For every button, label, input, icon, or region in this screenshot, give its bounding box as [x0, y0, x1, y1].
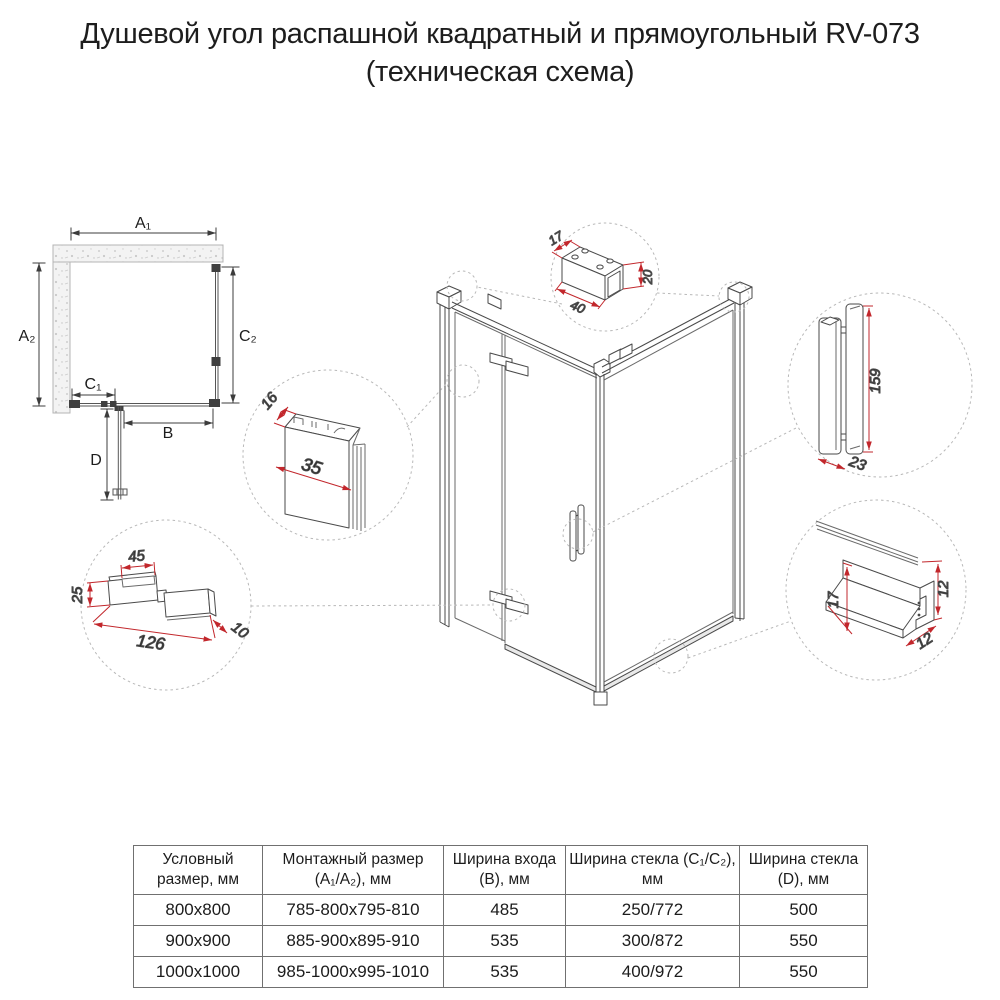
plan-door	[113, 407, 127, 499]
plan-label-a1: A₁	[134, 215, 152, 232]
detail-handle	[818, 304, 884, 475]
bottom-profile-depth-dim: 12	[912, 629, 937, 653]
detail-bottom-profile	[816, 521, 952, 653]
table-cell: 535	[444, 926, 566, 957]
size-table	[133, 845, 868, 988]
table-header-entry-width: Ширина входа (B), мм	[444, 846, 566, 895]
handle-depth-dim: 23	[846, 452, 869, 475]
table-header-glass-c-width: Ширина стекла (C₁/C₂), мм	[566, 846, 740, 895]
table-header-mount-size: Монтажный размер (A₁/A₂), мм	[263, 846, 444, 895]
handle-height-dim: 159	[867, 368, 884, 394]
plan-door-handle	[113, 489, 127, 495]
table-cell: 550	[740, 957, 868, 988]
table-row	[134, 895, 868, 926]
hinge-height-dim: 25	[69, 586, 86, 604]
marker-wall-profile	[447, 365, 479, 397]
iso-right-top-bar	[602, 297, 734, 373]
page-title-line2: (техническая схема)	[365, 55, 635, 88]
table-header-glass-d-width: Ширина стекла (D), мм	[740, 846, 868, 895]
plan-label-c1: C₁	[84, 376, 102, 393]
marker-left-cap	[447, 271, 477, 301]
plan-wall-left	[53, 262, 70, 413]
table-cell: 485	[444, 895, 566, 926]
detail-bracket	[546, 228, 655, 317]
table-cell: 885-900x895-910	[263, 926, 444, 957]
table-cell: 800x800	[134, 895, 263, 926]
iso-door-handle	[570, 505, 584, 561]
wall-profile-width-dim: 35	[299, 453, 325, 479]
iso-bottom-hinge	[490, 591, 528, 614]
plan-label-d: D	[90, 452, 102, 469]
iso-top-hinge	[490, 353, 528, 376]
plan-label-a2: A₂	[18, 328, 36, 345]
table-cell: 250/772	[566, 895, 740, 926]
detail-wall-profile	[258, 389, 365, 531]
plan-wall-top	[53, 245, 223, 262]
hinge-plate-dim: 45	[127, 547, 146, 566]
bracket-length-dim: 40	[568, 297, 588, 317]
page-title-line1: Душевой угол распашной квадратный и прямоугольный RV-073	[80, 18, 920, 50]
table-cell: 985-1000x995-1010	[263, 957, 444, 988]
iso-right-wall-profile	[728, 282, 752, 621]
plan-label-c2: C₂	[239, 328, 257, 345]
table-cell: 535	[444, 957, 566, 988]
iso-door-bottom-seal	[505, 644, 596, 692]
hinge-length-dim: 126	[135, 631, 167, 654]
table-cell: 785-800x795-810	[263, 895, 444, 926]
table-cell: 500	[740, 895, 868, 926]
iso-left-bar-clamp	[488, 294, 501, 309]
iso-right-bottom-bar	[604, 616, 733, 691]
plan-label-b: B	[162, 425, 174, 442]
table-header-row	[134, 846, 868, 895]
table-cell: 400/972	[566, 957, 740, 988]
plan-view	[19, 215, 257, 500]
hinge-thickness-dim: 10	[227, 618, 252, 643]
table-row	[134, 926, 868, 957]
detail-hinge	[69, 547, 252, 654]
table-cell: 550	[740, 926, 868, 957]
plan-glass-right	[216, 266, 219, 404]
table-cell: 900x900	[134, 926, 263, 957]
table-cell: 300/872	[566, 926, 740, 957]
bracket-height-dim: 20	[640, 269, 655, 285]
bottom-profile-height-dim: 12	[935, 580, 952, 598]
iso-corner-post	[594, 359, 610, 705]
plan-glass-bottom	[70, 404, 217, 407]
callout-connectors	[81, 223, 972, 690]
table-header-size: Условный размер, мм	[134, 846, 263, 895]
isometric-view	[437, 282, 752, 705]
bottom-profile-lip-dim: 17	[825, 591, 842, 609]
iso-left-wall-profile	[437, 286, 461, 627]
bracket-depth-dim: 17	[545, 227, 566, 249]
table-row	[134, 957, 868, 988]
table-cell: 1000x1000	[134, 957, 263, 988]
wall-profile-depth-dim: 16	[257, 389, 282, 413]
